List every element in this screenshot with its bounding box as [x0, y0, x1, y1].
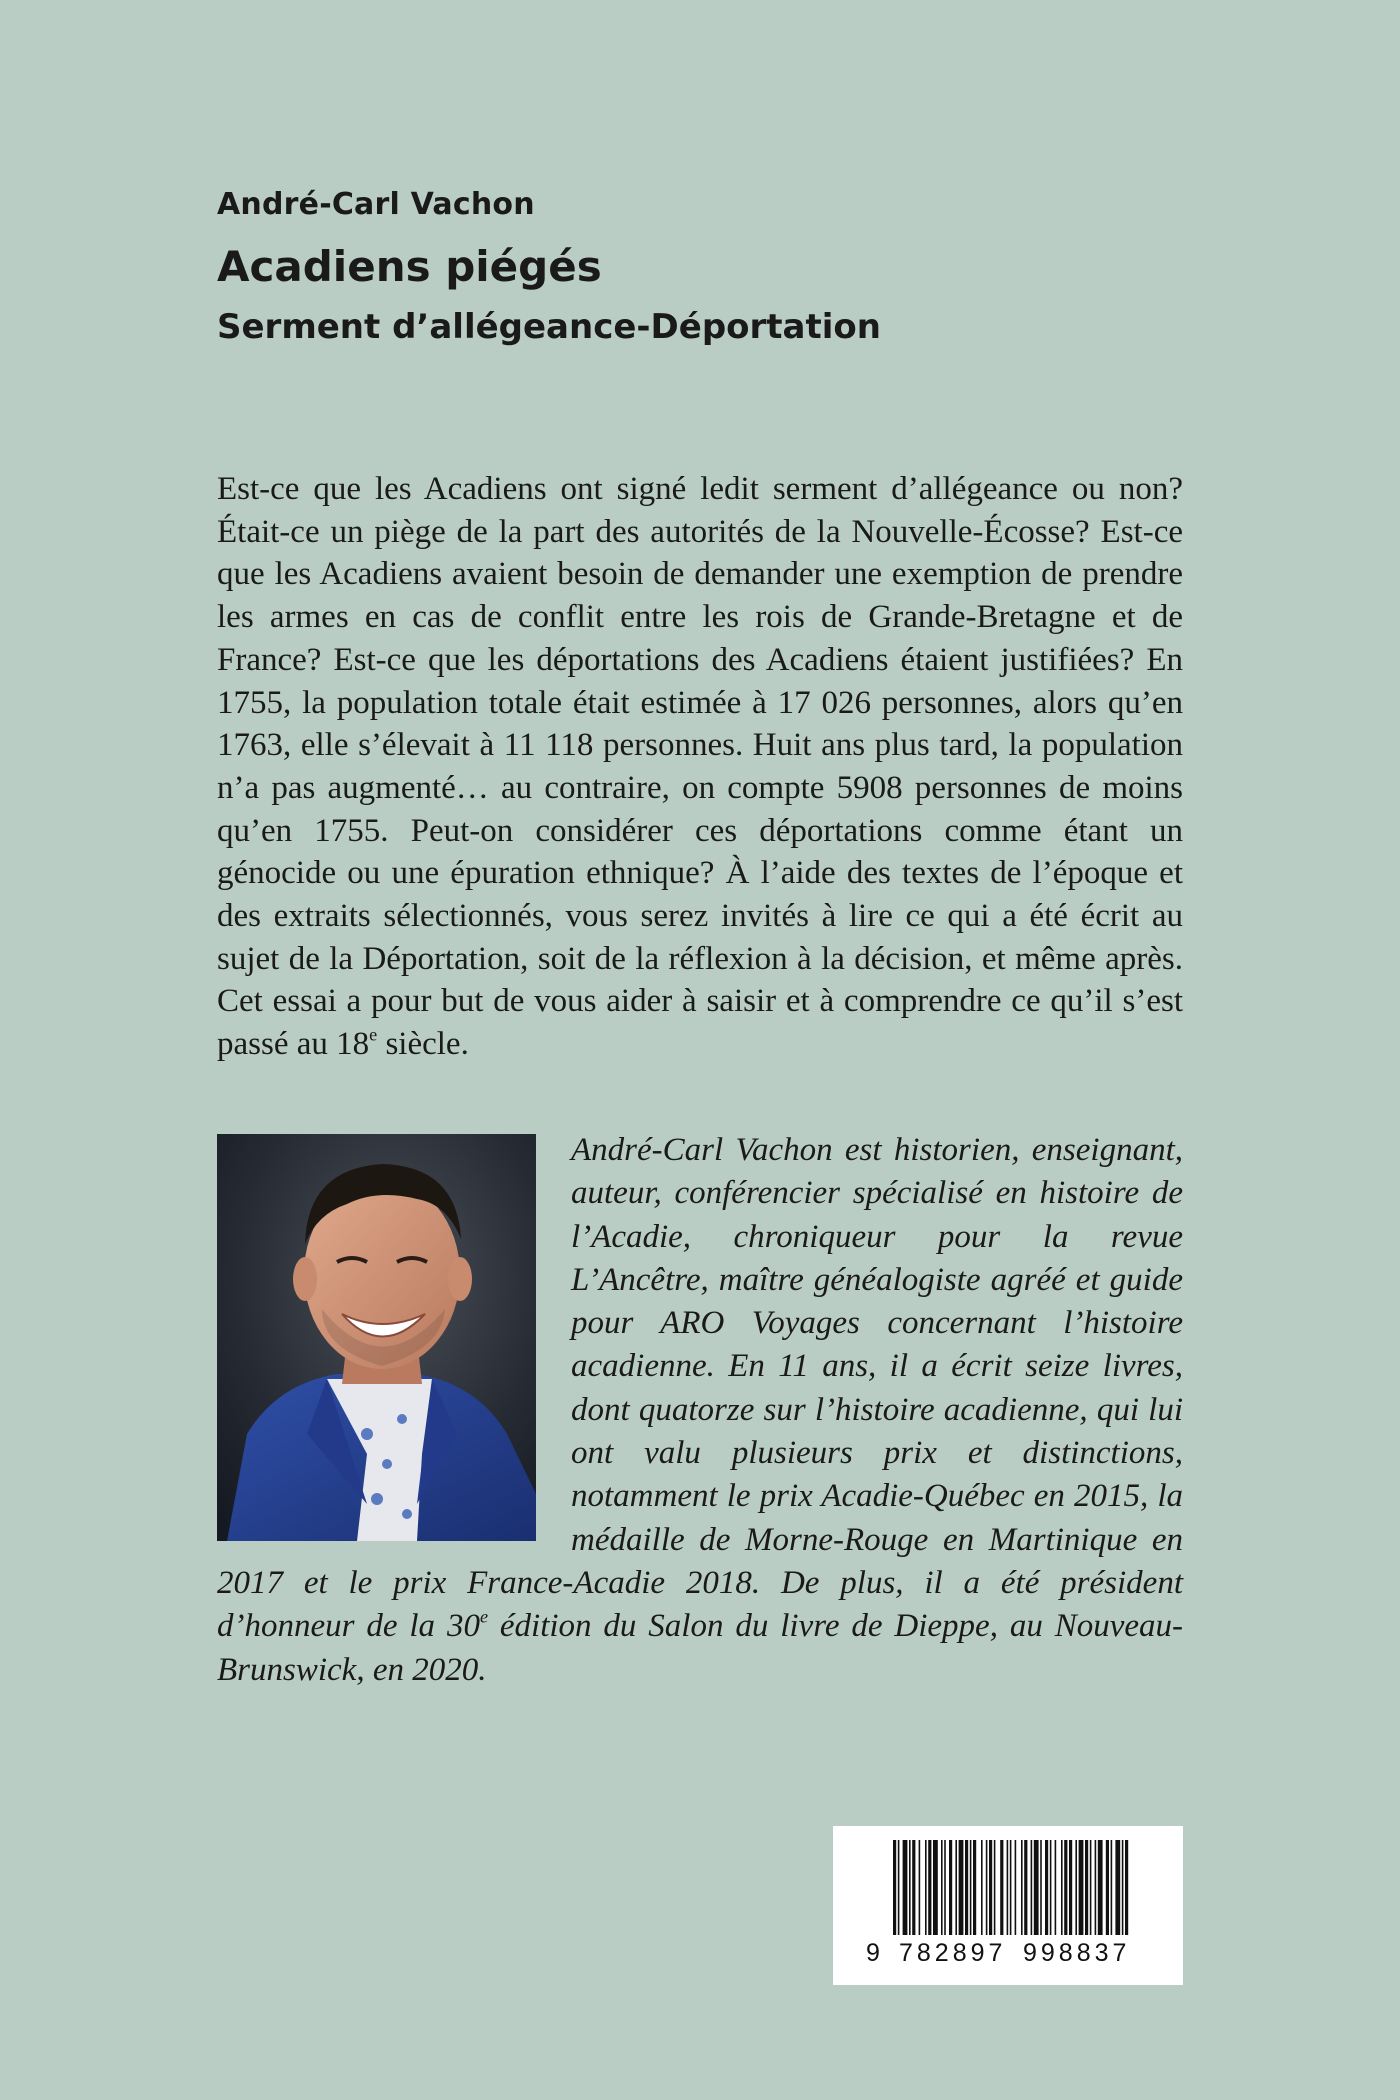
barcode-bar [1061, 1840, 1063, 1935]
barcode-bar [986, 1840, 988, 1935]
barcode-bar [1111, 1840, 1113, 1935]
barcode-bar [925, 1840, 927, 1935]
barcode-bar [909, 1840, 911, 1935]
blurb-text-end: siècle. [377, 1026, 469, 1063]
barcode-bar [1015, 1840, 1017, 1935]
barcode-bar [1075, 1840, 1077, 1935]
barcode-bar [1085, 1840, 1088, 1935]
barcode-bar [1024, 1840, 1027, 1935]
author-bio-block [217, 1129, 1183, 1692]
barcode-lead-digit: 9 [866, 1939, 880, 1967]
barcode-bar [955, 1840, 957, 1935]
barcode-bar [912, 1840, 915, 1935]
barcode-bar [994, 1840, 996, 1935]
barcode-bar [1055, 1840, 1057, 1935]
barcode-bar [1079, 1840, 1084, 1935]
book-subtitle: Serment d’allégeance-Déportation [217, 307, 881, 347]
barcode-bar [1095, 1840, 1097, 1935]
barcode-bars [833, 1826, 1183, 1985]
barcode-bar [1106, 1840, 1109, 1935]
barcode-left-digits: 782897 [899, 1939, 1007, 1967]
barcode-bar [1122, 1840, 1124, 1935]
barcode-bar [981, 1840, 983, 1935]
barcode-bar [1050, 1840, 1052, 1935]
bio-text-end: édition du Salon du livre de Dieppe, au Nouveau-Brunswick, en 2020. [217, 1608, 1184, 1688]
barcode-right-digits: 998837 [1023, 1939, 1131, 1967]
barcode-bar [1045, 1840, 1048, 1935]
book-title: Acadiens piégés [217, 242, 602, 291]
barcode-bar [1034, 1840, 1039, 1935]
bio-text: André-Carl Vachon est historien, enseignant, auteur, conférencier spécialisé en histoire de l’Acadie, chroniqueur pour la revue L’Ancêtre, maître généalogiste agréé et guide pour ARO Voyages concernant l’histoire acadienne. En 11 ans, il a écrit seize livres, dont quatorze sur l’histoire acadienne, qui lui ont valu plusieurs prix et distinctions, notamment le prix Acadie-Québec en 2015, la médaille de Morne-Rouge en Martinique en 2017 et le prix France-Acadie 2018. De plus, il a été président d’honneur de la 30 [217, 1132, 1183, 1645]
blurb-superscript: e [369, 1024, 378, 1045]
barcode-bar [1000, 1840, 1003, 1935]
barcode-bar [1090, 1840, 1092, 1935]
barcode-bar [1007, 1840, 1009, 1935]
barcode-bar [965, 1840, 968, 1935]
barcode-bar [1010, 1840, 1012, 1935]
photo-spacer [217, 1129, 536, 1536]
barcode-bar [973, 1840, 976, 1935]
barcode-bar [919, 1840, 921, 1935]
barcode-bar [1031, 1840, 1033, 1935]
barcode-bar [933, 1840, 938, 1935]
barcode-bar [944, 1840, 946, 1935]
isbn-barcode [833, 1826, 1183, 1985]
barcode-bar [1040, 1840, 1042, 1935]
barcode-bar [928, 1840, 931, 1935]
barcode-bar [1064, 1840, 1067, 1935]
barcode-bar [959, 1840, 964, 1935]
barcode-bar [949, 1840, 952, 1935]
blurb-text: Est-ce que les Acadiens ont signé ledit serment d’allégeance ou non? Était-ce un piège de la part des autorités de la Nouvelle-Écosse? Est-ce que les Acadiens avaient besoin de demander une exemption de prendre les armes en cas de conflit entre les rois de Grande-Bretagne et de France? Est-ce que les déportations des Acadiens étaient justifiées? En 1755, la population totale était estimée à 17 026 personnes, alors qu’en 1763, elle s’élevait à 11 118 personnes. Huit ans plus tard, la population n’a pas augmenté… au contraire, on compte 5908 personnes de moins qu’en 1755. Peut-on considérer ces déportations comme étant un génocide ou une épuration ethnique? À l’aide des textes de l’époque et des extraits sélectionnés, vous serez invités à lire ce qui a été écrit au sujet de la Déportation, soit de la réflexion à la décision, et même après. Cet essai a pour but de vous aider à saisir et à comprendre ce qu’il s’est passé au 18 [217, 471, 1183, 1063]
author-name: André-Carl Vachon [217, 187, 535, 222]
barcode-bar [1069, 1840, 1072, 1935]
barcode-bar [1125, 1840, 1128, 1935]
barcode-bar [1115, 1840, 1120, 1935]
barcode-bar [898, 1840, 900, 1935]
barcode-bar [893, 1840, 896, 1935]
barcode-bar [970, 1840, 972, 1935]
barcode-bar [941, 1840, 943, 1935]
barcode-bar [1021, 1840, 1023, 1935]
barcode-bar [989, 1840, 992, 1935]
bio-superscript: e [479, 1606, 489, 1627]
barcode-bar [1098, 1840, 1103, 1935]
barcode-bar [903, 1840, 908, 1935]
back-cover-blurb [217, 468, 1183, 1066]
